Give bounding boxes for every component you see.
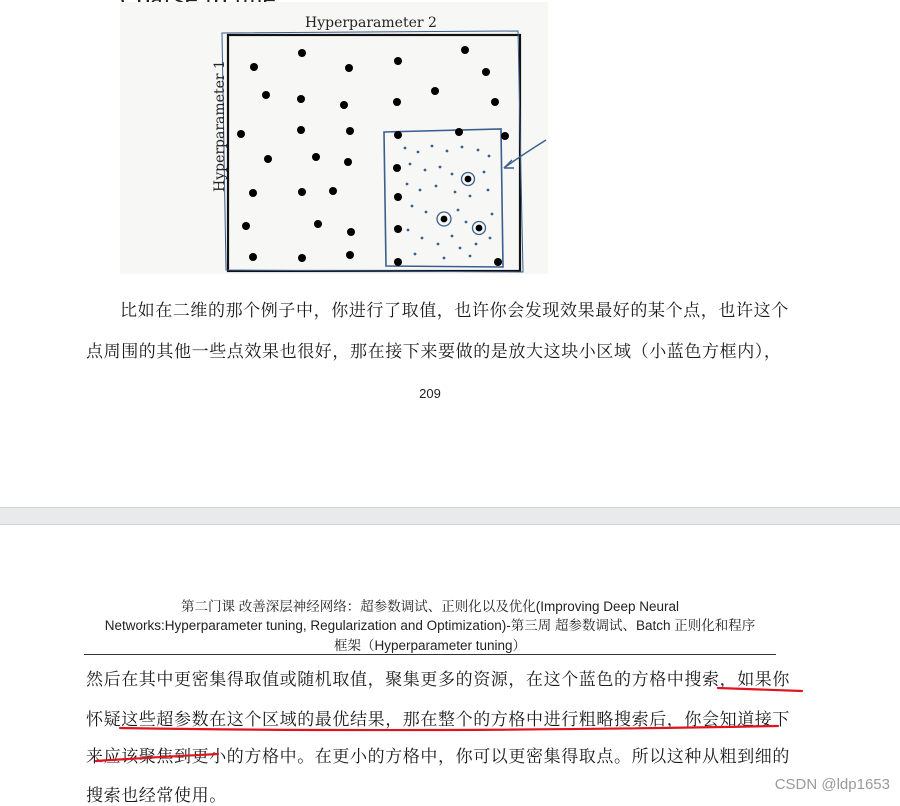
sample-point: [249, 189, 257, 197]
sample-point: [394, 225, 402, 233]
sample-point: [347, 228, 355, 236]
sample-point: [346, 127, 354, 135]
sample-point: [501, 132, 509, 140]
fine-point: [461, 146, 464, 149]
fine-point: [443, 257, 446, 260]
fine-point: [477, 149, 480, 152]
fine-point: [421, 237, 424, 240]
paragraph-line: 点周围的其他一些点效果也很好，那在接下来要做的是放大这块小区域（小蓝色方框内），: [86, 342, 782, 362]
sample-point: [314, 220, 322, 228]
sample-point: [298, 188, 306, 196]
sample-point: [297, 95, 305, 103]
coarse-to-fine-figure: [0, 0, 560, 280]
fine-point: [437, 243, 440, 246]
fine-point: [404, 147, 407, 150]
fine-point: [446, 150, 449, 153]
document-page-2: [0, 525, 900, 806]
running-header-line: Networks:Hyperparameter tuning, Regularization and Optimization)-第三周 超参数调试、Batch 正则化和程序: [104, 618, 756, 633]
fine-point: [457, 209, 460, 212]
sample-point: [262, 91, 270, 99]
fine-point: [419, 189, 422, 192]
fine-point: [454, 191, 457, 194]
fine-point: [469, 195, 472, 198]
fine-point: [487, 189, 490, 192]
fine-point: [417, 151, 420, 154]
fine-point: [407, 229, 410, 232]
sample-point: [491, 98, 499, 106]
sample-point: [298, 49, 306, 57]
sample-point: [394, 57, 402, 65]
sample-point: [394, 131, 402, 139]
sample-point: [250, 63, 258, 71]
fine-point: [411, 205, 414, 208]
sample-point: [237, 130, 245, 138]
underline-mark: [96, 754, 218, 761]
fine-point: [483, 171, 486, 174]
running-header-line: 第二门课 改善深层神经网络：超参数调试、正则化以及优化(Improving Deep Neural: [180, 599, 680, 614]
running-header-line: 框架（Hyperparameter tuning）: [333, 638, 527, 653]
sample-point: [298, 254, 306, 262]
sample-point: [455, 128, 463, 136]
sample-point: [431, 87, 439, 95]
sample-point: [297, 126, 305, 134]
paragraph-line: 比如在二维的那个例子中，你进行了取值，也许你会发现效果最好的某个点，也许这个: [120, 301, 789, 321]
sample-point: [393, 164, 401, 172]
underline-mark: [718, 688, 802, 691]
fine-point: [489, 237, 492, 240]
paragraph-line: 怀疑这些超参数在这个区域的最优结果，那在整个的方格中进行粗略搜索后，你会知道接下: [86, 710, 790, 730]
best-point: [441, 216, 448, 223]
sample-point: [249, 253, 257, 261]
page-separator: [0, 507, 900, 525]
fine-point: [425, 211, 428, 214]
fine-point: [431, 145, 434, 148]
fine-point: [459, 247, 462, 250]
fine-point: [475, 243, 478, 246]
paragraph-line: 然后在其中更密集得取值或随机取值，聚集更多的资源，在这个蓝色的方格中搜索，如果你: [86, 670, 790, 690]
fine-point: [435, 185, 438, 188]
fine-point: [469, 255, 472, 258]
sample-point: [345, 64, 353, 72]
best-point: [476, 225, 483, 232]
y-axis-label: Hyperparameter 1: [212, 60, 228, 192]
sample-point: [264, 155, 272, 163]
paragraph-line: 搜索也经常使用。: [86, 786, 227, 806]
fine-point: [439, 166, 442, 169]
sample-point: [346, 251, 354, 259]
watermark: CSDN @ldp1653: [774, 776, 890, 793]
paragraph-line: 来应该聚焦到更小的方格中。在更小的方格中，你可以更密集得取点。所以这种从粗到细的: [86, 747, 790, 767]
sample-point: [242, 222, 250, 230]
sample-point: [461, 46, 469, 54]
fine-point: [406, 183, 409, 186]
x-axis-label: Hyperparameter 2: [305, 15, 437, 31]
best-point: [465, 176, 472, 183]
fine-point: [451, 173, 454, 176]
sample-point: [394, 193, 402, 201]
red-underline-annotations: [0, 525, 900, 799]
sample-point: [394, 258, 402, 266]
page-number: 209: [419, 386, 441, 401]
sample-point: [344, 158, 352, 166]
fine-point: [488, 155, 491, 158]
sample-point: [312, 153, 320, 161]
sample-point: [340, 101, 348, 109]
fine-point: [451, 235, 454, 238]
fine-point: [491, 213, 494, 216]
sample-point: [393, 98, 401, 106]
sample-point: [494, 258, 502, 266]
fine-point: [414, 253, 417, 256]
fine-point: [409, 163, 412, 166]
fine-point: [424, 169, 427, 172]
fine-point: [465, 221, 468, 224]
sample-point: [329, 187, 337, 195]
underline-mark: [120, 726, 778, 730]
sample-point: [482, 68, 490, 76]
